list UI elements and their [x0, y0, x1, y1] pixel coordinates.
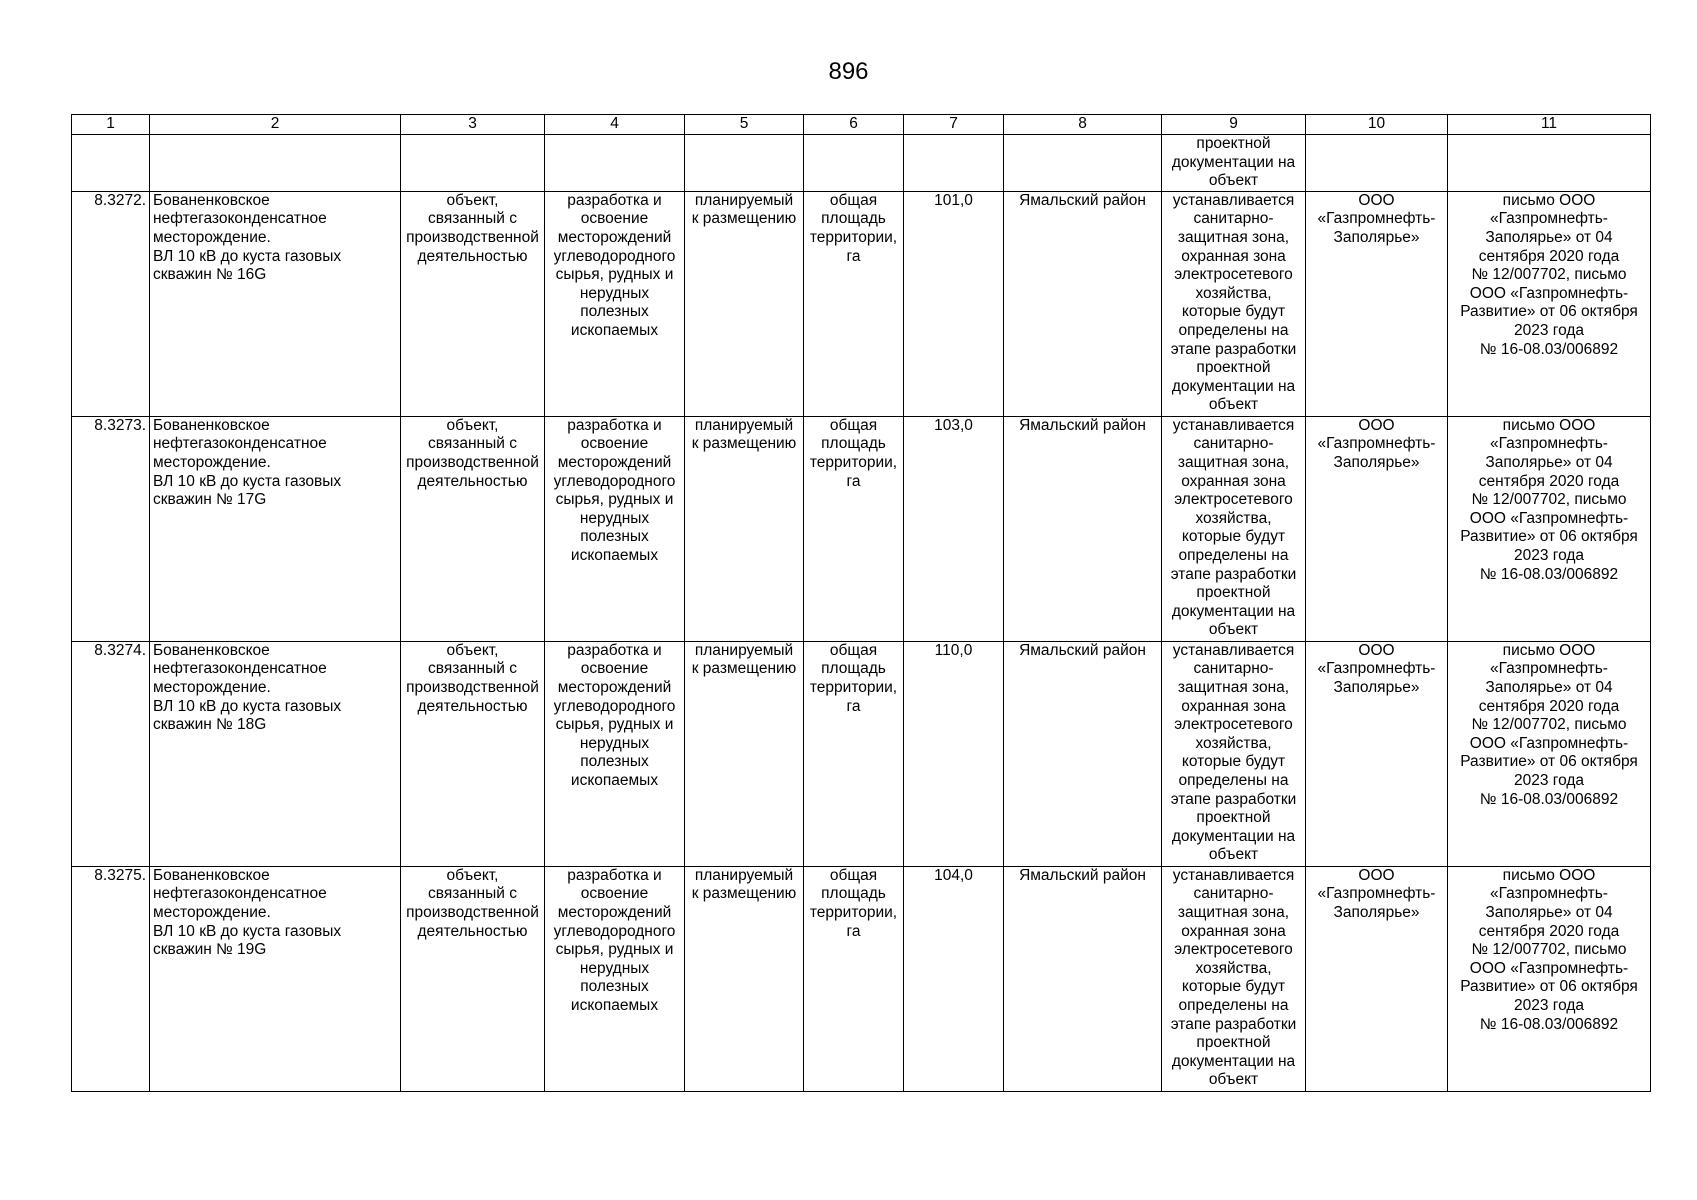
purpose: разработка и освоение месторождений углеводородного сырья, рудных и нерудных полезных ископаемых — [545, 641, 685, 866]
organization: ООО «Газпромнефть- Заполярье» — [1306, 866, 1448, 1091]
organization: ООО «Газпромнефть- Заполярье» — [1306, 191, 1448, 416]
status: планируемый к размещению — [685, 416, 804, 641]
row-number: 8.3274. — [72, 641, 150, 866]
zone-info: устанавливается санитарно- защитная зона, охранная зона электросетевого хозяйства, которые будут определены на этапе разработки проектной документации на объект — [1162, 641, 1306, 866]
table-cell — [545, 135, 685, 192]
column-header: 6 — [804, 115, 904, 135]
value: 103,0 — [904, 416, 1004, 641]
object-type: объект, связанный с производственной деятельностью — [401, 191, 545, 416]
page-number: 896 — [828, 58, 869, 85]
table-row — [72, 641, 1651, 866]
table-cell — [804, 135, 904, 192]
table-cell — [1448, 135, 1651, 192]
table-row — [72, 416, 1651, 641]
object-name: Бованенковское нефтегазоконденсатное месторождение. ВЛ 10 кВ до куста газовых скважин № 18G — [150, 641, 401, 866]
location: Ямальский район — [1004, 866, 1162, 1091]
value: 110,0 — [904, 641, 1004, 866]
column-header: 9 — [1162, 115, 1306, 135]
parameter: общая площадь территории, га — [804, 866, 904, 1091]
basis-document: письмо ООО «Газпромнефть- Заполярье» от 04 сентября 2020 года № 12/007702, письмо ООО «Газпромнефть- Развитие» от 06 октября 2023 года № 16-08.03/006892 — [1448, 641, 1651, 866]
object-name: Бованенковское нефтегазоконденсатное месторождение. ВЛ 10 кВ до куста газовых скважин № 19G — [150, 866, 401, 1091]
object-type: объект, связанный с производственной деятельностью — [401, 641, 545, 866]
location: Ямальский район — [1004, 191, 1162, 416]
object-type: объект, связанный с производственной деятельностью — [401, 866, 545, 1091]
value: 104,0 — [904, 866, 1004, 1091]
zone-info: устанавливается санитарно- защитная зона, охранная зона электросетевого хозяйства, которые будут определены на этапе разработки проектной документации на объект — [1162, 866, 1306, 1091]
column-header: 10 — [1306, 115, 1448, 135]
object-name: Бованенковское нефтегазоконденсатное месторождение. ВЛ 10 кВ до куста газовых скважин № 16G — [150, 191, 401, 416]
column-header: 2 — [150, 115, 401, 135]
object-name: Бованенковское нефтегазоконденсатное месторождение. ВЛ 10 кВ до куста газовых скважин № 17G — [150, 416, 401, 641]
status: планируемый к размещению — [685, 191, 804, 416]
column-numbers-row — [72, 115, 1651, 135]
table-cell — [1306, 135, 1448, 192]
parameter: общая площадь территории, га — [804, 416, 904, 641]
row-number: 8.3272. — [72, 191, 150, 416]
table-row — [72, 191, 1651, 416]
table-row — [72, 866, 1651, 1091]
registry-table — [71, 114, 1651, 1092]
table-cell — [72, 135, 150, 192]
basis-document: письмо ООО «Газпромнефть- Заполярье» от 04 сентября 2020 года № 12/007702, письмо ООО «Газпромнефть- Развитие» от 06 октября 2023 года № 16-08.03/006892 — [1448, 191, 1651, 416]
zone-info: устанавливается санитарно- защитная зона, охранная зона электросетевого хозяйства, которые будут определены на этапе разработки проектной документации на объект — [1162, 191, 1306, 416]
column-header: 4 — [545, 115, 685, 135]
purpose: разработка и освоение месторождений углеводородного сырья, рудных и нерудных полезных ископаемых — [545, 191, 685, 416]
row-number: 8.3275. — [72, 866, 150, 1091]
column-header: 7 — [904, 115, 1004, 135]
column-header: 1 — [72, 115, 150, 135]
column-header: 3 — [401, 115, 545, 135]
column-header: 11 — [1448, 115, 1651, 135]
table-cell: проектной документации на объект — [1162, 135, 1306, 192]
purpose: разработка и освоение месторождений углеводородного сырья, рудных и нерудных полезных ископаемых — [545, 866, 685, 1091]
continuation-row — [72, 135, 1651, 192]
value: 101,0 — [904, 191, 1004, 416]
basis-document: письмо ООО «Газпромнефть- Заполярье» от 04 сентября 2020 года № 12/007702, письмо ООО «Газпромнефть- Развитие» от 06 октября 2023 года № 16-08.03/006892 — [1448, 866, 1651, 1091]
parameter: общая площадь территории, га — [804, 191, 904, 416]
table-cell — [685, 135, 804, 192]
organization: ООО «Газпромнефть- Заполярье» — [1306, 641, 1448, 866]
purpose: разработка и освоение месторождений углеводородного сырья, рудных и нерудных полезных ископаемых — [545, 416, 685, 641]
location: Ямальский район — [1004, 641, 1162, 866]
column-header: 5 — [685, 115, 804, 135]
status: планируемый к размещению — [685, 866, 804, 1091]
zone-info: устанавливается санитарно- защитная зона, охранная зона электросетевого хозяйства, которые будут определены на этапе разработки проектной документации на объект — [1162, 416, 1306, 641]
table-cell — [150, 135, 401, 192]
basis-document: письмо ООО «Газпромнефть- Заполярье» от 04 сентября 2020 года № 12/007702, письмо ООО «Газпромнефть- Развитие» от 06 октября 2023 года № 16-08.03/006892 — [1448, 416, 1651, 641]
table-cell — [1004, 135, 1162, 192]
row-number: 8.3273. — [72, 416, 150, 641]
location: Ямальский район — [1004, 416, 1162, 641]
object-type: объект, связанный с производственной деятельностью — [401, 416, 545, 641]
table-cell — [401, 135, 545, 192]
status: планируемый к размещению — [685, 641, 804, 866]
column-header: 8 — [1004, 115, 1162, 135]
parameter: общая площадь территории, га — [804, 641, 904, 866]
organization: ООО «Газпромнефть- Заполярье» — [1306, 416, 1448, 641]
table-cell — [904, 135, 1004, 192]
